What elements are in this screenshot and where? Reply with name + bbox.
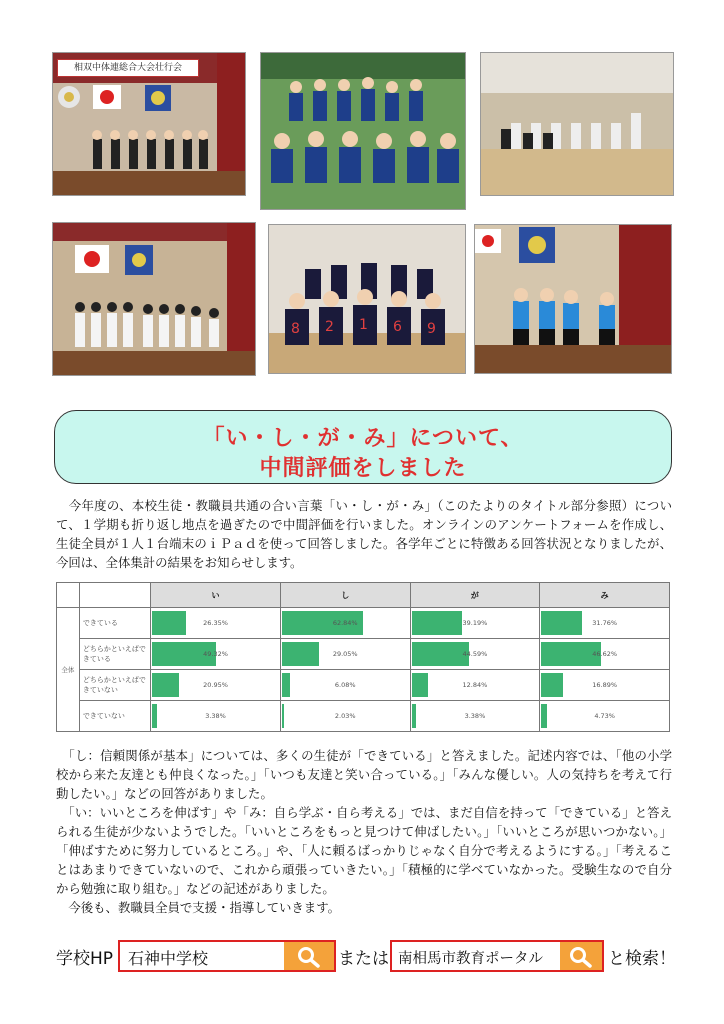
search-icon	[284, 942, 334, 970]
percent-label: 20.95%	[203, 681, 228, 689]
bar-cell	[410, 639, 540, 670]
survey-row	[57, 639, 670, 670]
bar-cell	[410, 608, 540, 639]
svg-text:8: 8	[291, 321, 300, 337]
title-line-2: 中間評価をしました	[259, 456, 467, 481]
svg-text:2: 2	[325, 319, 334, 335]
footer-suffix: と検索！	[608, 949, 676, 969]
percent-label: 62.84%	[332, 619, 358, 627]
percent-label: 16.89%	[592, 681, 618, 689]
svg-text:1: 1	[359, 317, 368, 333]
search-button[interactable]	[560, 942, 602, 970]
bar-cell	[280, 639, 410, 670]
bar-cell	[540, 639, 670, 670]
bar-cell	[410, 701, 540, 732]
photo-volleyball-team	[268, 224, 466, 374]
svg-text:9: 9	[427, 321, 436, 337]
footer-prefix: 学校HP	[56, 949, 114, 969]
row-label: どちらかといえばできている	[79, 639, 150, 670]
gym-team-image	[481, 53, 673, 195]
survey-table	[56, 582, 670, 732]
paragraph-closing: 今後も、教職員全員で支援・指導していきます。	[56, 900, 340, 915]
survey-header-row	[57, 583, 670, 608]
percent-label: 4.73%	[594, 712, 615, 720]
percent-label: 3.38%	[205, 712, 226, 720]
photo-stage-ceremony	[52, 52, 246, 196]
stage-sign: 相双中体連総合大会壮行会	[57, 59, 199, 77]
column-header: い	[151, 583, 281, 608]
photo-stage-boys	[474, 224, 672, 374]
title-line-1: 「い・し・が・み」について、	[202, 426, 524, 451]
row-label: どちらかといえばできていない	[79, 670, 150, 701]
survey-row	[57, 670, 670, 701]
svg-text:6: 6	[393, 319, 402, 335]
bar-cell	[540, 670, 670, 701]
portal-search-box[interactable]	[390, 940, 604, 972]
bar-cell	[540, 701, 670, 732]
percent-label: 6.08%	[334, 681, 356, 689]
bar-cell	[410, 670, 540, 701]
group-label: 全体	[57, 608, 80, 732]
percent-label: 46.62%	[592, 650, 618, 658]
percent-label: 44.59%	[462, 650, 488, 658]
percent-label: 2.03%	[334, 712, 356, 720]
stage-boys-image	[475, 225, 671, 373]
row-label: できている	[79, 608, 150, 639]
bar-cell	[280, 608, 410, 639]
portal-search-text: 南相馬市教育ポータル	[398, 951, 543, 967]
body-paragraphs	[56, 746, 672, 917]
photo-gym-team	[480, 52, 674, 196]
header-blank-1	[57, 583, 80, 608]
bar-cell	[151, 670, 281, 701]
volleyball-team-image	[269, 225, 465, 373]
bar-cell	[540, 608, 670, 639]
percent-label: 3.38%	[464, 712, 486, 720]
percent-label: 12.84%	[462, 681, 488, 689]
footer-middle: または	[338, 949, 389, 969]
survey-row	[57, 608, 670, 639]
bar-cell	[280, 701, 410, 732]
photo-tennis-team	[260, 52, 466, 210]
search-icon	[560, 942, 602, 970]
bar-cell	[151, 701, 281, 732]
row-label: できていない	[79, 701, 150, 732]
photo-stage-girls	[52, 222, 256, 376]
percent-label: 26.35%	[203, 619, 228, 627]
bar-cell	[151, 608, 281, 639]
percent-label: 29.05%	[332, 650, 358, 658]
percent-label: 31.76%	[592, 619, 618, 627]
paragraph-i-mi: 「い：いいところを伸ばす」や「み：自ら学ぶ・自ら考える」では、まだ自信を持って「できている」と答えられる生徒が少ないようでした。「いいところをもっと見つけて伸ばしたい。」「いいところが思いつかない。」「伸ばすために努力しているところ。」や、「人に頼るばっかりじゃなく自分で考えるようにする。」「考えることはあまりできていないので、これから頑張っていきたい。」「積極的に学べていなかった。受験生なので自分から勉強に取り組む。」などの記述がありました。	[56, 805, 672, 896]
intro-paragraph	[56, 496, 672, 572]
survey-row	[57, 701, 670, 732]
school-search-text: 石神中学校	[128, 949, 209, 968]
bar-cell	[151, 639, 281, 670]
column-header: み	[540, 583, 670, 608]
bar-cell	[280, 670, 410, 701]
column-header: が	[410, 583, 540, 608]
percent-label: 39.19%	[462, 619, 488, 627]
search-footer	[56, 940, 676, 970]
search-button[interactable]	[284, 942, 334, 970]
column-header: し	[280, 583, 410, 608]
percent-label: 49.32%	[203, 650, 228, 658]
title-banner	[54, 410, 672, 484]
school-search-box[interactable]	[118, 940, 336, 972]
tennis-team-image	[261, 53, 465, 209]
header-blank-2	[79, 583, 150, 608]
paragraph-shi: 「し：信頼関係が基本」については、多くの生徒が「できている」と答えました。記述内容では、「他の小学校から来た友達とも仲良くなった。」「いつも友達と笑い合っている。」「みんな優しい。人の気持ちを考えて行動したい。」などの回答がありました。	[56, 748, 672, 801]
stage-girls-image	[53, 223, 255, 375]
intro-text: 今年度の、本校生徒・教職員共通の合い言葉「い・し・が・み」（このたよりのタイトル部分参照）について、１学期も折り返し地点を過ぎたので中間評価を行いました。オンラインのアンケートフォームを作成し、生徒全員が１人１台端末のｉＰａｄを使って回答しました。各学年ごとに特徴ある回答状況となりましたが、今回は、全体集計の結果をお知らせします。	[56, 498, 672, 570]
